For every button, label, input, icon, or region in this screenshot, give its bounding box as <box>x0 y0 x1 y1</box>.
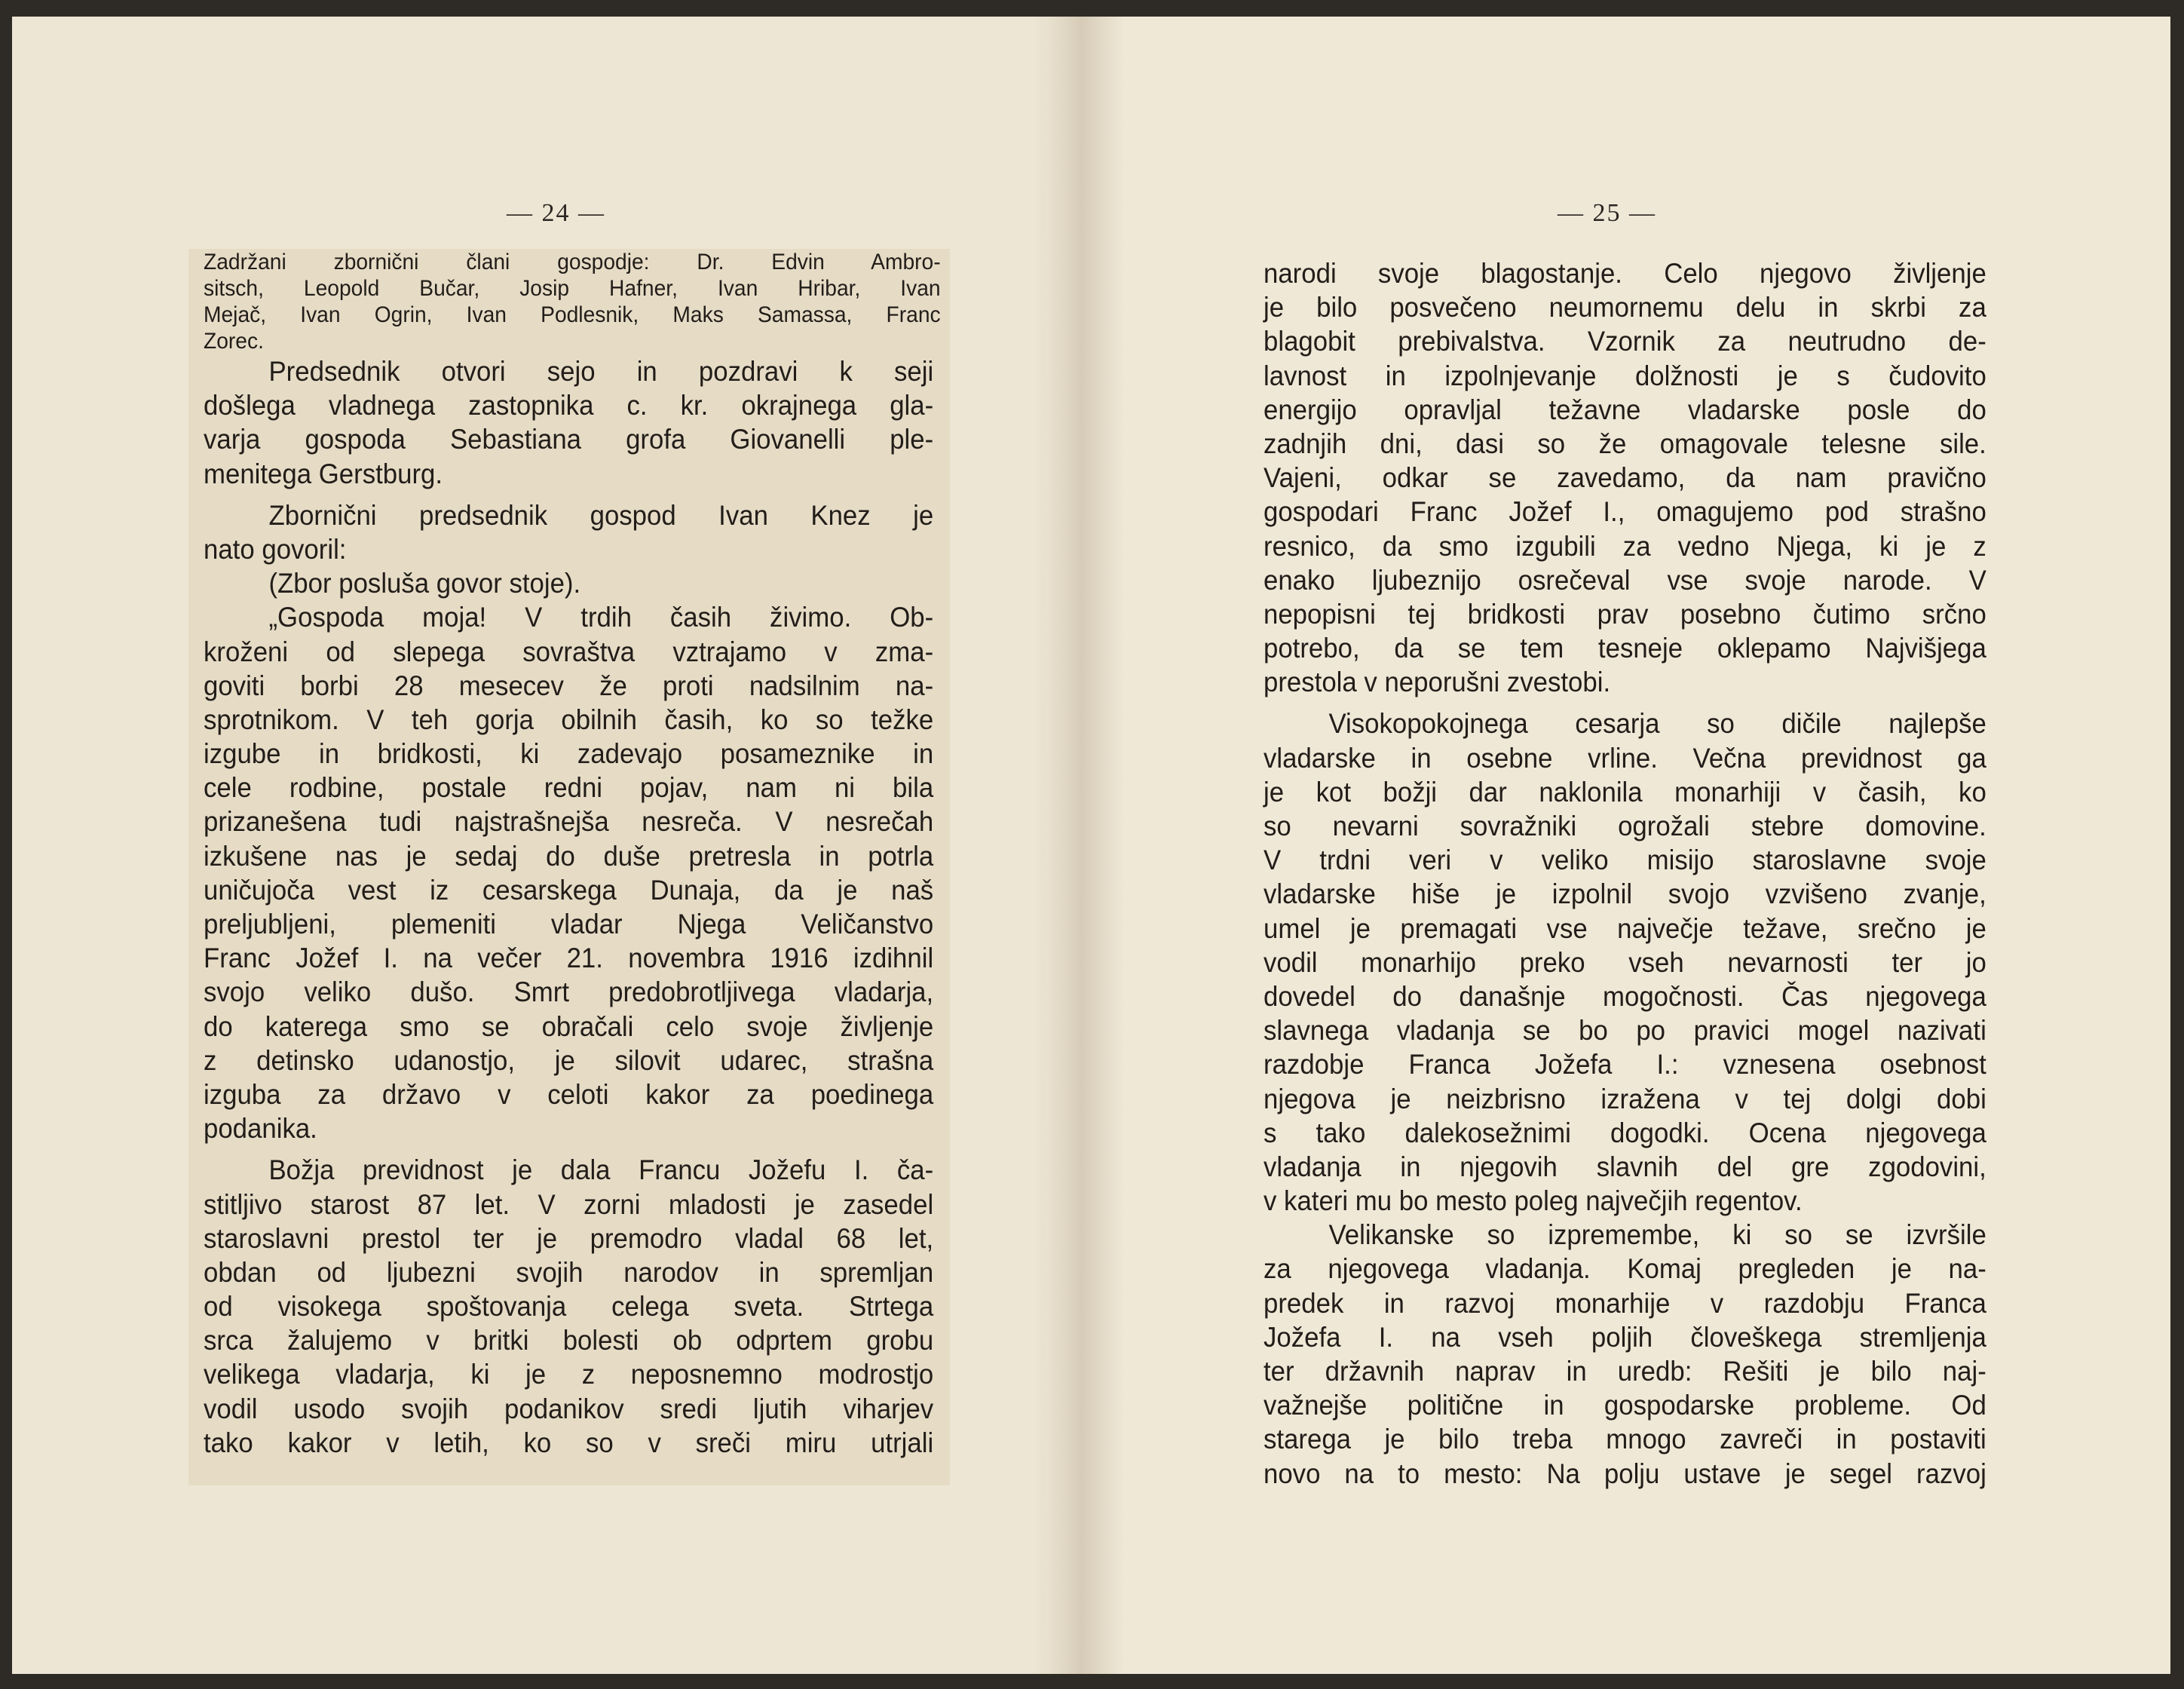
text-line: Visokopokojnega cesarja so dičile najlepše <box>1328 708 1986 740</box>
text-line: velikega vladarja, ki je z neposnemno modrostjo <box>204 1359 934 1390</box>
text-line: Velikanske so izpremembe, ki so se izvršile <box>1328 1219 1986 1251</box>
text-line: Vajeni, odkar se zavedamo, da nam pravično <box>1264 462 1986 494</box>
text-line: je bilo posvečeno neumornemu delu in skrbi za <box>1264 292 1986 323</box>
text-line: vladarske in osebne vrline. Večna previdnost ga <box>1264 742 1986 774</box>
text-line: tako kakor v letih, ko so v sreči miru utrjali <box>204 1427 934 1458</box>
text-line: potrebo, da se tem tesneje oklepamo Najvišjega <box>1264 633 1986 664</box>
text-line: z detinsko udanostjo, je silovit udarec, strašna <box>204 1044 934 1076</box>
text-line: preljubljeni, plemeniti vladar Njega Veličanstvo <box>204 909 934 940</box>
text-line: nepopisni tej bridkosti prav posebno čutimo srčno <box>1264 598 1986 630</box>
text-line: blagobit prebivalstva. Vzornik za neutrudno de- <box>1264 326 1986 357</box>
text-line: slavnega vladanja se bo po pravici mogel nazivati <box>1264 1015 1986 1047</box>
text-line: gospodari Franc Jožef I., omagujemo pod strašno <box>1264 496 1986 528</box>
paragraph <box>204 566 935 600</box>
text-line: srca žalujemo v britki bolesti ob odprtem grobu <box>204 1325 934 1356</box>
text-line: sitsch, Leopold Bučar, Josip Hafner, Ivan Hribar, Ivan <box>204 276 941 301</box>
text-line: starega je bilo treba mnogo zavreči in postaviti <box>1264 1424 1986 1455</box>
text-line: ter državnih naprav in uredb: Rešiti je bilo naj- <box>1264 1356 1986 1387</box>
text-line: vodil usodo svojih podanikov sredi ljutih viharjev <box>204 1393 934 1424</box>
text-line: došlega vladnega zastopnika c. kr. okrajnega gla- <box>204 390 934 421</box>
paragraph <box>1264 256 1987 699</box>
text-line: lavnost in izpolnjevanje dolžnosti je s čudovito <box>1264 360 1986 391</box>
text-line: za njegovega vladanja. Komaj pregleden je na- <box>1264 1253 1986 1285</box>
text-line: s tako dalekosežnimi dogodki. Ocena njegovega <box>1264 1117 1986 1148</box>
paragraph <box>204 354 935 491</box>
scan-border-bottom <box>0 1674 2184 1689</box>
text-line: narodi svoje blagostanje. Celo njegovo življenje <box>1264 258 1986 289</box>
text-line: od visokega spoštovanja celega sveta. Strtega <box>204 1291 934 1323</box>
text-line: stitljivo starost 87 let. V zorni mladosti je zasedel <box>204 1188 934 1220</box>
text-line: sprotnikom. V teh gorja obilnih časih, ko so težke <box>204 703 934 735</box>
text-line: vladanja in njegovih slavnih del gre zgodovini, <box>1264 1151 1986 1182</box>
text-line: Franc Jožef I. na večer 21. novembra 1916 izdihnil <box>204 943 934 974</box>
text-line: menitega Gerstburg. <box>204 458 443 489</box>
text-line: v kateri mu bo mesto poleg največjih regentov. <box>1264 1185 1803 1217</box>
text-line: umel je premagati vse največje težave, srečno je <box>1264 912 1986 944</box>
text-line: dovedel do današnje mogočnosti. Čas njegovega <box>1264 980 1986 1012</box>
text-line: Predsednik otvori sejo in pozdravi k seji <box>268 356 934 387</box>
text-line: je kot božji dar naklonila monarhiji v časih, ko <box>1264 776 1986 808</box>
text-line: so nevarni sovražniki ogrožali stebre domovine. <box>1264 811 1986 841</box>
text-line: varja gospoda Sebastiana grofa Giovanelli ple- <box>204 424 934 455</box>
text-line: novo na to mesto: Na polju ustave je segel razvoj <box>1264 1458 1986 1489</box>
text-line: staroslavni prestol ter je premodro vladal 68 let, <box>204 1222 934 1254</box>
paragraph <box>1264 707 1987 1218</box>
text-line: vladarske hiše je izpolnil svojo vzvišeno zvanje, <box>1264 878 1986 910</box>
text-line: uničujoča vest iz cesarskega Dunaja, da je naš <box>204 874 934 906</box>
text-line: važnejše politične in gospodarske probleme. Od <box>1264 1390 1986 1421</box>
page-number-left: — 24 — <box>507 199 605 227</box>
text-line: njegova je neizbrisno izražena v tej dolgi dobi <box>1264 1083 1986 1114</box>
scan-border-top <box>0 0 2184 17</box>
text-line: Božja previdnost je dala Francu Jožefu I. ča- <box>268 1154 934 1186</box>
page-number-right: — 25 — <box>1558 199 1656 227</box>
scan-border-left <box>0 0 12 1689</box>
text-line: V trdni veri v veliko misijo staroslavne svoje <box>1264 844 1986 876</box>
text-line: izguba za državo v celoti kakor za poedinega <box>204 1078 934 1110</box>
text-line: resnico, da smo izgubili za vedno Njega, ki je z <box>1264 530 1986 562</box>
text-line: kroženi od slepega sovraštva vztrajamo v zma- <box>204 636 934 667</box>
text-line: prestola v neporušni zvestobi. <box>1264 667 1611 698</box>
left-text-column <box>204 249 941 1460</box>
text-line: enako ljubeznijo osrečeval vse svoje narode. V <box>1264 564 1986 596</box>
text-line: „Gospoda moja! V trdih časih živimo. Ob- <box>268 602 934 633</box>
text-line: zadnjih dni, dasi so že omagovale telesne sile. <box>1264 428 1986 459</box>
book-gutter <box>1034 17 1125 1674</box>
text-line: Mejač, Ivan Ogrin, Ivan Podlesnik, Maks Samassa, Franc <box>204 302 941 327</box>
text-line: obdan od ljubezni svojih narodov in spremljan <box>204 1256 934 1288</box>
intro-paragraph <box>204 249 941 354</box>
right-text-column <box>1264 256 1987 1491</box>
text-line: (Zbor posluša govor stoje). <box>268 568 581 599</box>
text-line: energijo opravljal težavne vladarske posle do <box>1264 394 1986 425</box>
text-line: do katerega smo se obračali celo svoje življenje <box>204 1010 934 1042</box>
text-line: Jožefa I. na vseh poljih človeškega stremljenja <box>1264 1321 1986 1353</box>
text-line: podanika. <box>204 1113 317 1145</box>
text-line: Zorec. <box>204 329 264 354</box>
text-line: izkušene nas je sedaj do duše pretresla in potrla <box>204 840 934 872</box>
text-line: Zbornični predsednik gospod Ivan Knez je <box>268 499 934 531</box>
paragraph <box>1264 1218 1987 1491</box>
paragraph <box>204 600 935 1145</box>
text-line: Zadržani zbornični člani gospodje: Dr. Edvin Ambro- <box>204 250 941 274</box>
text-line: vodil monarhijo preko vseh nevarnosti ter jo <box>1264 946 1986 978</box>
text-line: izgube in bridkosti, ki zadevajo posameznike in <box>204 738 934 770</box>
text-line: svojo veliko dušo. Smrt predobrotljivega vladarja, <box>204 976 934 1008</box>
text-line: razdobje Franca Jožefa I.: vznesena osebnost <box>1264 1049 1986 1081</box>
text-line: nato govoril: <box>204 533 347 565</box>
text-line: prizanešena tudi najstrašnejša nesreča. V nesrečah <box>204 806 934 838</box>
text-line: goviti borbi 28 mesecev že proti nadsilnim na- <box>204 670 934 701</box>
text-line: cele rodbine, postale redni pojav, nam ni bila <box>204 772 934 804</box>
paragraph <box>204 498 935 566</box>
text-line: predek in razvoj monarhije v razdobju Franca <box>1264 1287 1986 1319</box>
scan-border-right <box>2170 0 2184 1689</box>
paragraph <box>204 1153 935 1460</box>
